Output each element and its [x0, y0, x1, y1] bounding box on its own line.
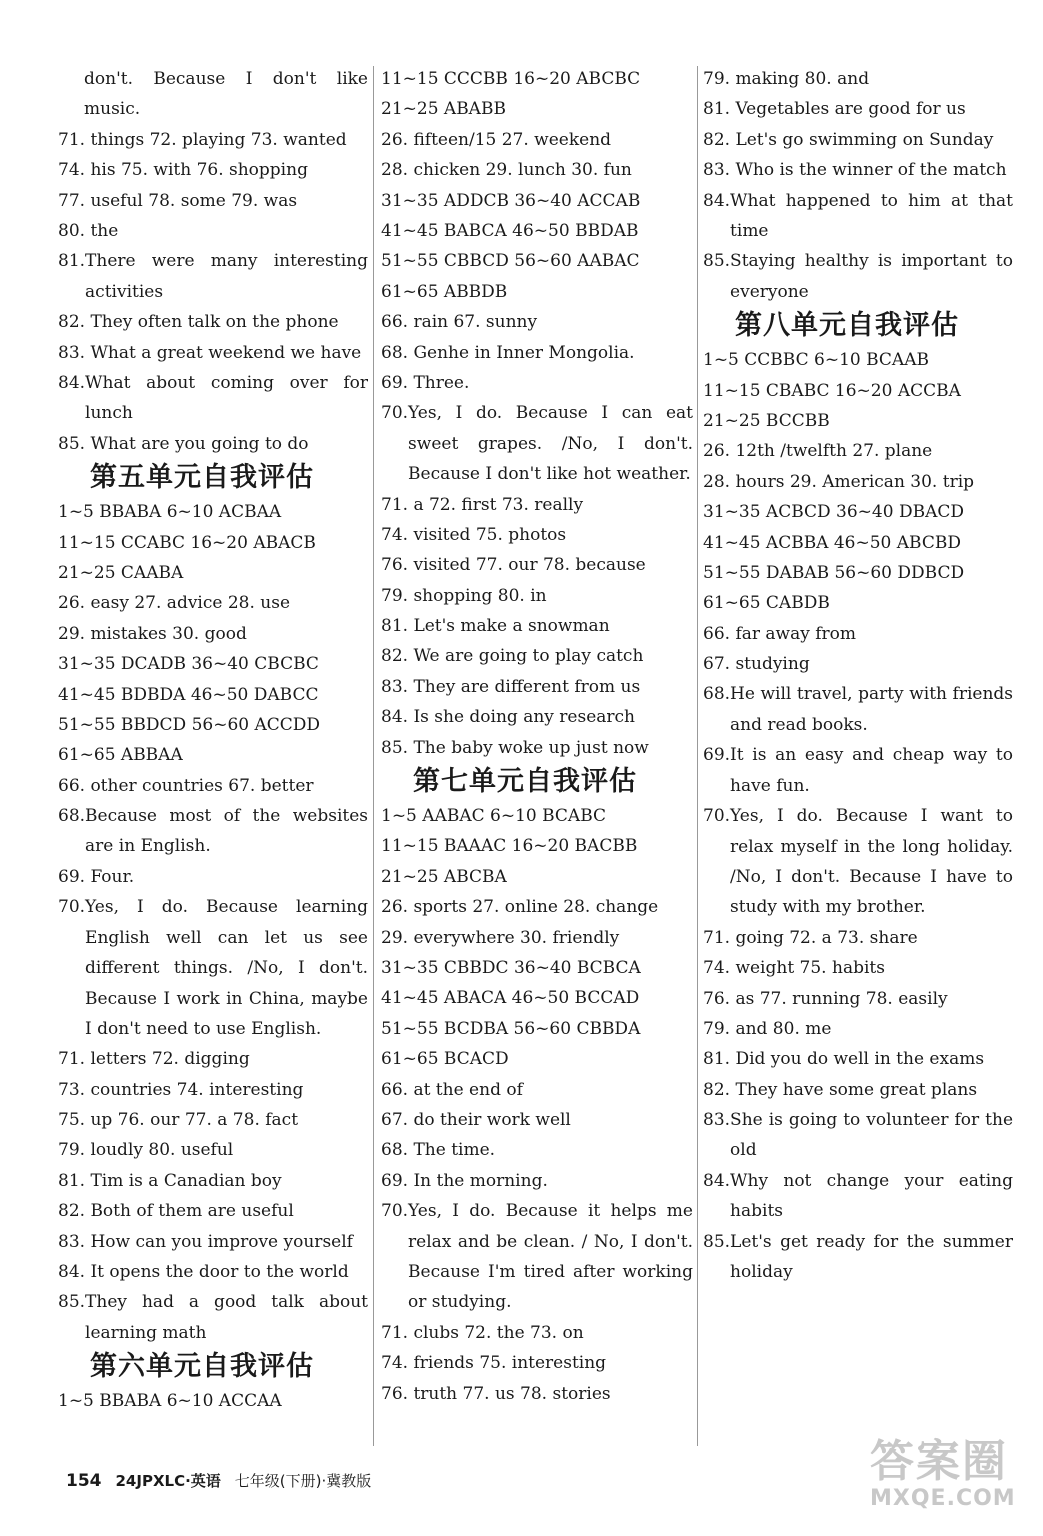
answer-line: 1~5 CCBBC 6~10 BCAAB [703, 350, 929, 371]
answer-line: 1~5 AABAC 6~10 BCABC [381, 806, 607, 827]
answer-line: 76. as 77. running 78. easily [703, 988, 948, 1009]
answer-line: 21~25 ABABB [381, 99, 506, 120]
answer-text: Yes, I do. Because it helps me relax and be clean. / No, I don't. Because I'm tired after working or studying. [408, 1201, 693, 1313]
answer-line: 67. do their work well [381, 1109, 571, 1130]
answer-line: 28. chicken 29. lunch 30. fun [381, 160, 632, 181]
answer-paragraph [58, 801, 368, 862]
book-code: 24JPXLC·英语 [115, 1472, 221, 1490]
answer-number: 70. [58, 897, 86, 918]
answer-line: 29. mistakes 30. good [58, 623, 247, 644]
section-heading: 第八单元自我评估 [735, 310, 959, 342]
answer-number: 70. [703, 806, 731, 827]
answer-line: 61~65 ABBDB [381, 281, 508, 302]
answer-line: 83. They are different from us [381, 676, 641, 697]
answer-line: 74. visited 75. photos [381, 524, 567, 545]
answer-line: 79. shopping 80. in [381, 585, 547, 606]
answer-line: 84. Is she doing any research [381, 707, 636, 728]
section-heading: 第五单元自我评估 [90, 462, 314, 494]
answer-text: What about coming over for lunch [85, 372, 368, 424]
answer-line: 41~45 BABCA 46~50 BBDAB [381, 220, 639, 241]
answer-line: 83. Who is the winner of the match [703, 160, 1007, 181]
answer-line: 82. We are going to play catch [381, 646, 644, 667]
answer-line: 82. Let's go swimming on Sunday [703, 129, 994, 150]
answer-line: 26. fifteen/15 27. weekend [381, 129, 612, 150]
answer-text: Because most of the websites are in English. [85, 806, 368, 857]
answer-paragraph [58, 1287, 368, 1348]
answer-line: 81. Did you do well in the exams [703, 1049, 985, 1070]
answer-line: 76. truth 77. us 78. stories [381, 1383, 611, 1404]
answer-line: 71. clubs 72. the 73. on [381, 1322, 584, 1343]
answer-line: 66. at the end of [381, 1079, 523, 1100]
answer-line: 81. Let's make a snowman [381, 616, 610, 637]
watermark-logo: 答案圈 [870, 1436, 1008, 1487]
answer-text: There were many interesting activities [85, 251, 368, 302]
answer-line: 29. everywhere 30. friendly [381, 927, 620, 948]
answer-line: 79. and 80. me [703, 1018, 832, 1039]
answer-number: 68. [703, 684, 731, 705]
answer-number: 85. [58, 1292, 86, 1313]
answer-line: 76. visited 77. our 78. because [381, 555, 646, 576]
column-divider [697, 66, 698, 1446]
page-number: 154 [66, 1471, 102, 1491]
page-footer [66, 1470, 371, 1491]
answer-line: 82. They often talk on the phone [58, 312, 339, 333]
answer-paragraph [703, 801, 1013, 923]
answer-line: 51~55 CBBCD 56~60 AABAC [381, 251, 640, 272]
answer-number: 84. [58, 372, 86, 393]
answer-line: 85. The baby woke up just now [381, 737, 649, 758]
answer-paragraph [58, 368, 368, 429]
watermark-url: MXQE.COM [870, 1486, 1016, 1511]
answer-line: 68. The time. [381, 1140, 496, 1161]
answer-line: 61~65 CABDB [703, 593, 830, 614]
answer-number: 81. [58, 251, 86, 272]
answer-line: 41~45 ABACA 46~50 BCCAD [381, 988, 640, 1009]
answer-line: 85. What are you going to do [58, 433, 309, 454]
answer-line: 31~35 ACBCD 36~40 DBACD [703, 502, 964, 523]
answer-line: 21~25 CAABA [58, 562, 184, 583]
answer-number [58, 64, 84, 125]
answer-paragraph [58, 246, 368, 307]
answer-line: 51~55 BCDBA 56~60 CBBDA [381, 1018, 641, 1039]
answer-number: 84. [703, 1170, 731, 1191]
column-divider [373, 66, 374, 1446]
answer-text: Yes, I do. Because I want to relax myself in the long holiday. /No, I don't. Because I have to study with my brother. [730, 806, 1013, 918]
answer-paragraph [703, 740, 1013, 801]
answer-paragraph [381, 398, 693, 489]
answer-line: 51~55 DABAB 56~60 DDBCD [703, 562, 965, 583]
answer-line: 71. letters 72. digging [58, 1049, 250, 1070]
answer-line: 31~35 DCADB 36~40 CBCBC [58, 654, 319, 675]
answer-paragraph [58, 64, 368, 125]
answer-text: Yes, I do. Because I can eat sweet grapes. /No, I don't. Because I don't like hot weather. [408, 403, 693, 485]
answer-line: 81. Vegetables are good for us [703, 99, 966, 120]
answer-line: 69. Four. [58, 866, 135, 887]
answer-text: He will travel, party with friends and read books. [730, 684, 1013, 735]
answer-line: 41~45 ACBBA 46~50 ABCBD [703, 532, 961, 553]
answer-text: Yes, I do. Because learning English well can let us see different things. /No, I don't. Because I work in China, maybe I don't need to use English. [85, 897, 368, 1039]
answer-line: 75. up 76. our 77. a 78. fact [58, 1110, 299, 1131]
answer-text: Staying healthy is important to everyone [730, 251, 1013, 302]
answer-text: don't. Because I don't like music. [84, 69, 368, 120]
answer-line: 69. In the morning. [381, 1170, 548, 1191]
answer-line: 31~35 ADDCB 36~40 ACCAB [381, 190, 641, 211]
answer-line: 11~15 CCCBB 16~20 ABCBC [381, 69, 641, 89]
answer-paragraph [703, 186, 1013, 247]
answer-line: 66. rain 67. sunny [381, 312, 538, 333]
answer-paragraph [703, 679, 1013, 740]
answer-paragraph [381, 1196, 693, 1318]
answer-line: 1~5 BBABA 6~10 ACCAA [58, 1391, 282, 1412]
answer-text: Let's get ready for the summer holiday [730, 1231, 1013, 1283]
answer-number: 70. [381, 403, 409, 424]
answer-line: 83. How can you improve yourself [58, 1231, 353, 1252]
answer-paragraph [58, 892, 368, 1044]
answer-line: 41~45 BDBDA 46~50 DABCC [58, 684, 319, 705]
answer-paragraph [703, 1166, 1013, 1227]
answer-line: 71. a 72. first 73. really [381, 494, 584, 515]
answer-line: 26. 12th /twelfth 27. plane [703, 441, 933, 462]
answer-line: 31~35 CBBDC 36~40 BCBCA [381, 957, 641, 978]
answer-line: 28. hours 29. American 30. trip [703, 471, 975, 492]
answer-line: 71. things 72. playing 73. wanted [58, 129, 347, 150]
answer-paragraph [703, 1227, 1013, 1288]
answer-line: 1~5 BBABA 6~10 ACBAA [58, 502, 282, 523]
section-heading: 第七单元自我评估 [413, 766, 637, 798]
answer-number: 85. [703, 251, 731, 272]
answer-line: 74. his 75. with 76. shopping [58, 160, 308, 181]
answer-text: They had a good talk about learning math [85, 1292, 368, 1343]
answer-line: 61~65 BCACD [381, 1049, 509, 1070]
grade-label: 七年级(下册)·冀教版 [234, 1472, 372, 1490]
answer-line: 83. What a great weekend we have [58, 342, 362, 363]
answer-line: 71. going 72. a 73. share [703, 927, 918, 948]
answer-line: 21~25 BCCBB [703, 410, 830, 431]
answer-line: 79. making 80. and [703, 69, 870, 89]
answer-line: 66. far away from [703, 623, 856, 644]
answer-line: 84. It opens the door to the world [58, 1262, 349, 1283]
answer-number: 84. [703, 190, 731, 211]
answer-line: 73. countries 74. interesting [58, 1079, 304, 1100]
answer-line: 51~55 BBDCD 56~60 ACCDD [58, 714, 321, 735]
answer-text: She is going to volunteer for the old [730, 1110, 1013, 1161]
answer-line: 11~15 BAAAC 16~20 BACBB [381, 836, 638, 857]
answer-number: 83. [703, 1110, 731, 1131]
answer-line: 82. They have some great plans [703, 1079, 978, 1100]
answer-number: 85. [703, 1231, 731, 1252]
answer-paragraph [703, 1105, 1013, 1166]
answer-line: 26. easy 27. advice 28. use [58, 593, 291, 614]
answer-text: It is an easy and cheap way to have fun. [730, 745, 1013, 796]
answer-line: 11~15 CCABC 16~20 ABACB [58, 532, 316, 553]
answer-column-3 [703, 64, 1013, 1288]
answer-line: 21~25 ABCBA [381, 866, 507, 887]
answer-column-1 [58, 64, 368, 1417]
answer-line: 69. Three. [381, 372, 470, 393]
answer-text: Why not change your eating habits [730, 1170, 1013, 1222]
answer-line: 66. other countries 67. better [58, 775, 314, 796]
answer-line: 67. studying [703, 654, 810, 675]
section-heading: 第六单元自我评估 [90, 1351, 314, 1383]
watermark [870, 1438, 1030, 1528]
answer-line: 80. the [58, 220, 119, 241]
answer-text: What happened to him at that time [730, 190, 1013, 241]
answer-line: 77. useful 78. some 79. was [58, 190, 298, 211]
answer-line: 79. loudly 80. useful [58, 1140, 234, 1161]
answer-number: 69. [703, 745, 731, 766]
answer-line: 11~15 CBABC 16~20 ACCBA [703, 380, 961, 401]
answer-line: 81. Tim is a Canadian boy [58, 1170, 282, 1191]
answer-column-2 [381, 64, 693, 1409]
answer-line: 26. sports 27. online 28. change [381, 897, 659, 918]
answer-line: 61~65 ABBAA [58, 745, 183, 766]
answer-line: 74. friends 75. interesting [381, 1353, 607, 1374]
answer-line: 74. weight 75. habits [703, 958, 885, 979]
answer-paragraph [703, 246, 1013, 307]
answer-number: 70. [381, 1201, 409, 1222]
answer-line: 82. Both of them are useful [58, 1201, 294, 1222]
answer-number: 68. [58, 806, 86, 827]
answer-line: 68. Genhe in Inner Mongolia. [381, 342, 635, 363]
